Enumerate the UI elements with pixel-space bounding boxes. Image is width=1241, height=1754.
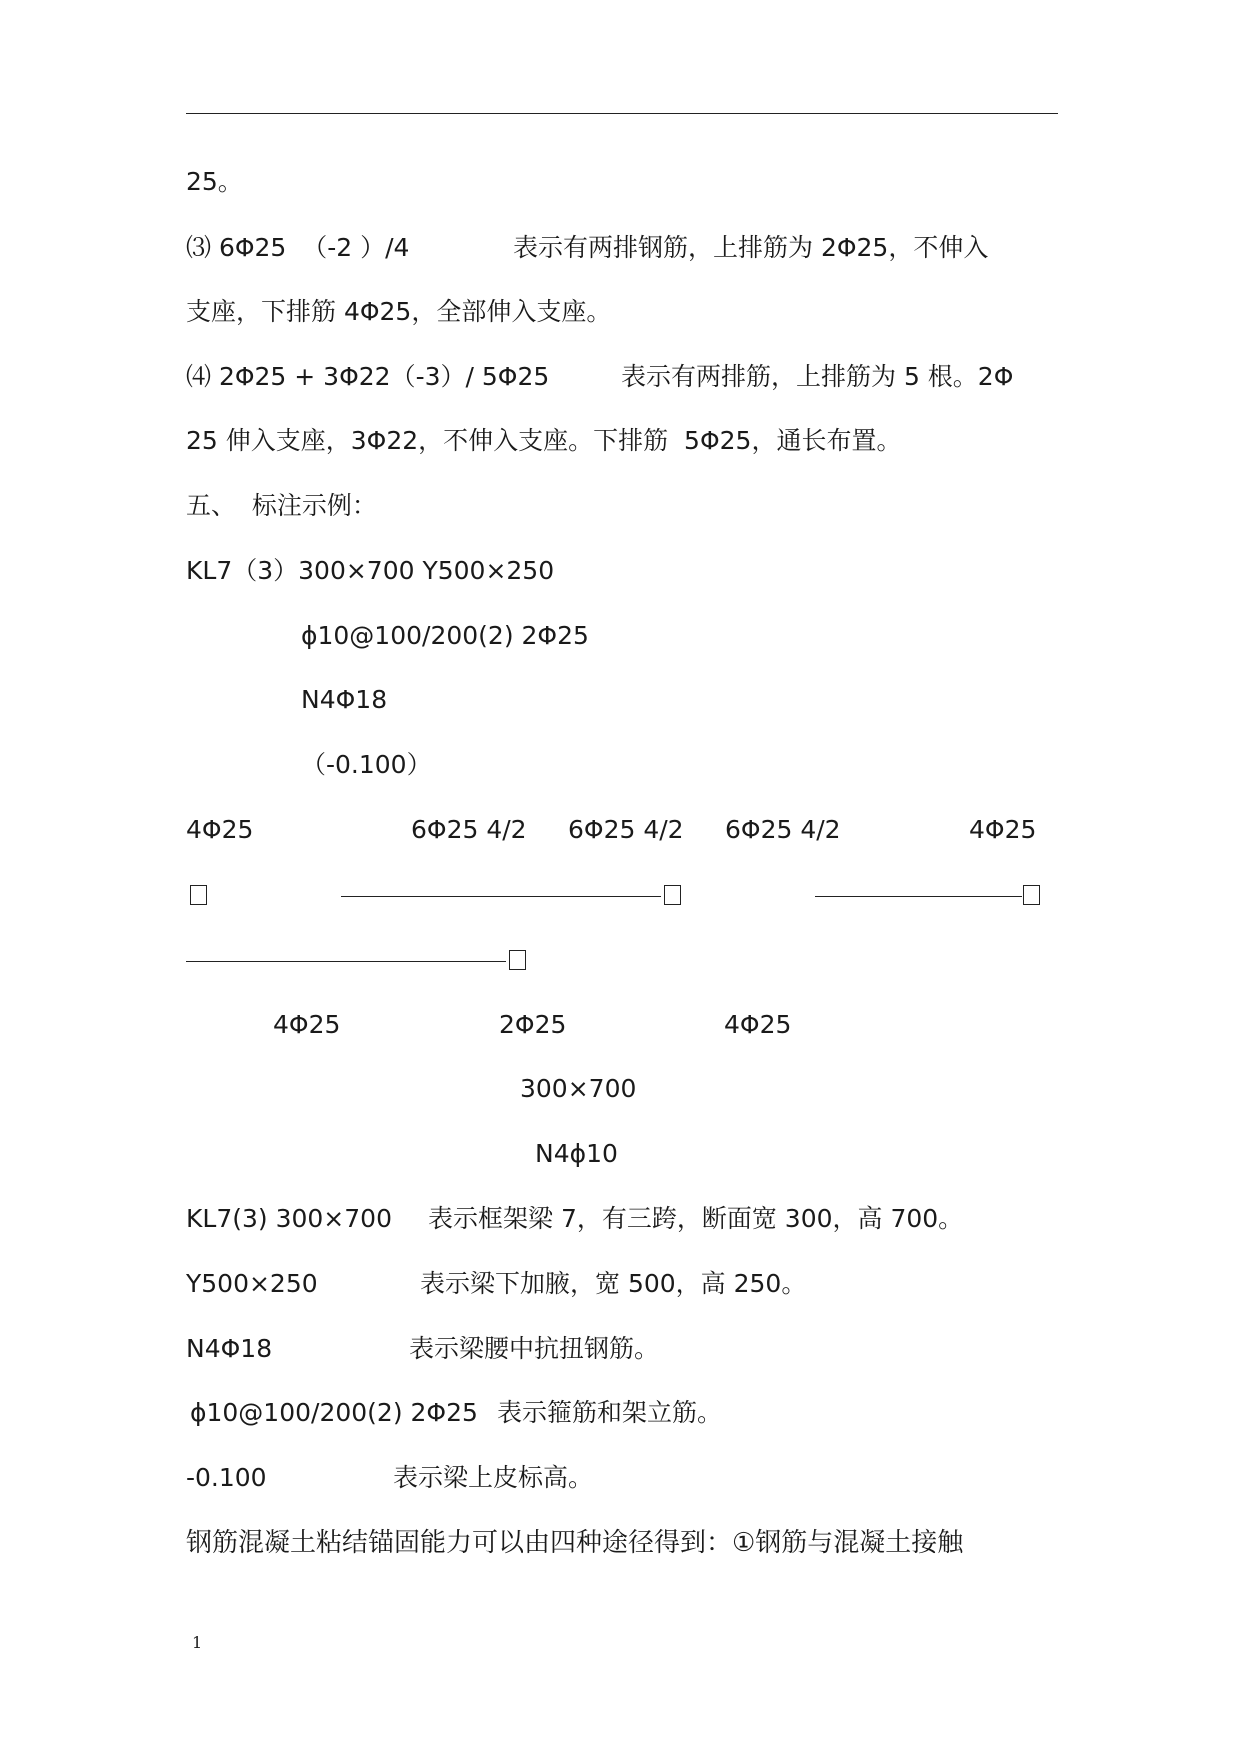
diagram-bottom-3: 4Φ25 bbox=[724, 1010, 792, 1039]
diagram-top-left: 4Φ25 bbox=[186, 815, 254, 844]
explanation-term: Y500×250 bbox=[186, 1269, 318, 1298]
diagram-bottom-1: 4Φ25 bbox=[273, 1010, 341, 1039]
explanation-desc: 表示箍筋和架立筋。 bbox=[497, 1398, 723, 1427]
explanation-term: N4Φ18 bbox=[186, 1334, 273, 1363]
support-box bbox=[664, 879, 681, 911]
elevation-label: （-0.100） bbox=[301, 750, 432, 779]
explanation-term: ϕ10@100/200(2) 2Φ25 bbox=[190, 1398, 478, 1427]
explanation-term: -0.100 bbox=[186, 1463, 267, 1492]
explanation-desc: 表示框架梁 7，有三跨，断面宽 300，高 700。 bbox=[428, 1204, 964, 1233]
support-box bbox=[1023, 879, 1040, 911]
page-number: 1 bbox=[192, 1633, 203, 1652]
support-box bbox=[190, 879, 207, 911]
beam-span-line bbox=[815, 879, 1022, 911]
rebar-example-3: ⑶ 6Φ25 （-2 ）/4 bbox=[186, 233, 410, 262]
diagram-bottom-2: 2Φ25 bbox=[499, 1010, 567, 1039]
diagram-top-mid-3: 6Φ25 4/2 bbox=[725, 815, 841, 844]
diagram-top-mid-1: 6Φ25 4/2 bbox=[411, 815, 527, 844]
explanation-desc: 表示梁腰中抗扭钢筋。 bbox=[409, 1334, 660, 1363]
explanation-desc: 表示梁下加腋，宽 500，高 250。 bbox=[420, 1269, 807, 1298]
beam-label: KL7（3）300×700 Y500×250 bbox=[186, 556, 555, 585]
diagram-section-size: 300×700 bbox=[520, 1074, 637, 1103]
diagram-top-right: 4Φ25 bbox=[969, 815, 1037, 844]
paragraph-line: 钢筋混凝土粘结锚固能力可以由四种途径得到：①钢筋与混凝土接触 bbox=[186, 1528, 964, 1558]
text-line: 25。 bbox=[186, 167, 243, 196]
beam-span-line bbox=[341, 879, 661, 911]
stirrup-label: ϕ10@100/200(2) 2Φ25 bbox=[301, 621, 589, 650]
rebar-example-4-desc: 表示有两排筋，上排筋为 5 根。2Φ bbox=[621, 362, 1014, 391]
diagram-top-mid-2: 6Φ25 4/2 bbox=[568, 815, 684, 844]
header-rule bbox=[186, 113, 1058, 114]
beam-span-line bbox=[186, 944, 506, 976]
rebar-example-3-desc: 表示有两排钢筋，上排筋为 2Φ25，不伸入 bbox=[513, 233, 989, 262]
text-line: 25 伸入支座，3Φ22，不伸入支座。下排筋 5Φ25，通长布置。 bbox=[186, 426, 902, 455]
section-heading: 五、 标注示例： bbox=[186, 491, 377, 520]
explanation-desc: 表示梁上皮标高。 bbox=[393, 1463, 594, 1492]
text-line: 支座，下排筋 4Φ25，全部伸入支座。 bbox=[186, 297, 612, 326]
torsion-label: N4Φ18 bbox=[301, 685, 388, 714]
explanation-term: KL7(3) 300×700 bbox=[186, 1204, 392, 1233]
rebar-example-4: ⑷ 2Φ25 + 3Φ22（-3）/ 5Φ25 bbox=[186, 362, 550, 391]
support-box bbox=[509, 944, 526, 976]
diagram-waist-rebar: N4ϕ10 bbox=[535, 1139, 618, 1168]
